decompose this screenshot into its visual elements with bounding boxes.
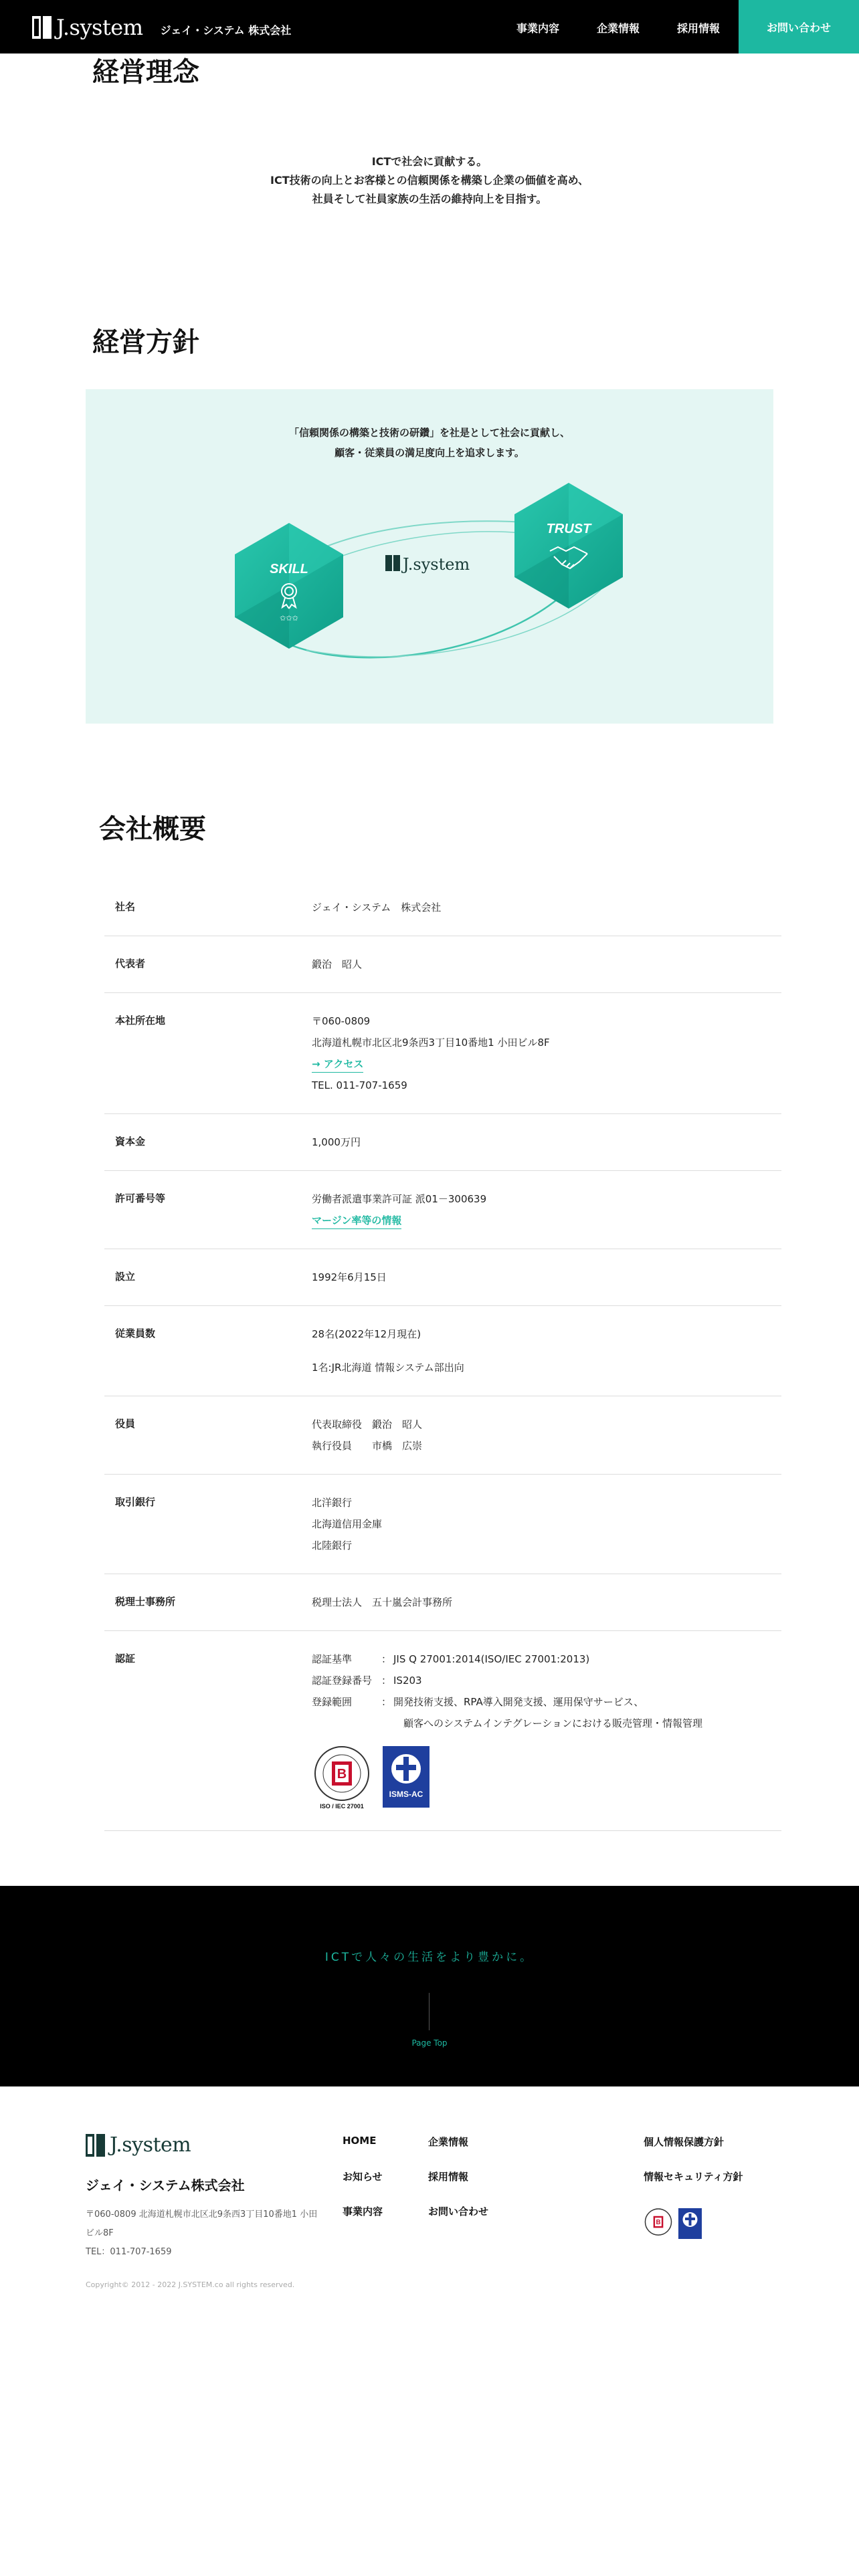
postal-code: 〒060-0809: [312, 1015, 371, 1027]
svg-text:B: B: [656, 2218, 661, 2226]
overview-title: 会社概要: [99, 814, 206, 845]
row-label: 代表者: [115, 958, 146, 970]
isms-ac-badge: [380, 1743, 434, 1810]
footer-logo[interactable]: [86, 2133, 191, 2157]
footer-logo-text: J.system: [110, 2133, 191, 2157]
svg-text:ISMS-AC: ISMS-AC: [389, 1790, 423, 1799]
tagline: ICTで人々の生活をより豊かに。: [324, 1951, 535, 1964]
cert-scope: 登録範囲 ： 開発技術支援、RPA導入開発支援、運用保守サービス、: [312, 1696, 644, 1708]
row-label: 設立: [115, 1271, 136, 1283]
philosophy-title: 経営理念: [92, 57, 199, 88]
row-value: 1,000万円: [312, 1136, 361, 1148]
table-row: [104, 993, 781, 1114]
footer-link-home[interactable]: HOME: [343, 2135, 377, 2147]
copyright: Copyright© 2012 - 2022 J.SYSTEM.co all rights reserved.: [86, 2280, 295, 2289]
logo-text: J.system: [56, 15, 143, 40]
row-value: 北洋銀行: [312, 1497, 353, 1509]
philosophy-line: ICTで社会に貢献する。: [371, 155, 488, 168]
access-link[interactable]: → アクセス: [312, 1058, 363, 1073]
row-label: 税理士事務所: [115, 1596, 176, 1608]
table-row: [104, 1114, 781, 1171]
skill-label: SKILL: [270, 562, 308, 576]
trust-label: TRUST: [546, 522, 591, 536]
table-row: [104, 1631, 781, 1831]
nav-business[interactable]: 事業内容: [516, 22, 560, 35]
company-overview-table: [104, 879, 781, 1831]
cert-number: 認証登録番号 ： IS203: [312, 1675, 422, 1687]
philosophy-line: ICT技術の向上とお客様との信頼関係を構築し企業の価値を高め、: [270, 174, 589, 187]
footer-link-company[interactable]: 企業情報: [428, 2136, 469, 2148]
margin-rate-link[interactable]: マージン率等の情報: [312, 1214, 401, 1229]
policy-line: 顧客・従業員の満足度向上を追求します。: [335, 447, 524, 459]
row-value: 税理士法人 五十嵐会計事務所: [312, 1596, 453, 1608]
policy-title: 経営方針: [92, 327, 199, 358]
nav-company[interactable]: 企業情報: [597, 22, 640, 35]
footer-link-recruit[interactable]: 採用情報: [428, 2171, 469, 2183]
table-row: [104, 1475, 781, 1574]
center-logo: [385, 555, 470, 574]
table-row: [104, 1171, 781, 1249]
row-value: 北海道信用金庫: [312, 1518, 383, 1530]
row-value: 労働者派遣事業許可証 派01－300639: [312, 1193, 487, 1205]
row-label: 資本金: [115, 1136, 146, 1148]
row-value: 28名(2022年12月現在): [312, 1328, 421, 1340]
footer-link-news[interactable]: お知らせ: [343, 2171, 383, 2183]
row-label: 取引銀行: [115, 1496, 156, 1508]
divider: [429, 1993, 430, 2030]
table-row: [104, 1574, 781, 1631]
nav-recruit[interactable]: 採用情報: [677, 22, 721, 35]
tagline-band: [0, 1886, 859, 2086]
row-label: 従業員数: [115, 1327, 156, 1339]
footer-link-business[interactable]: 事業内容: [343, 2206, 383, 2218]
site-logo[interactable]: [32, 15, 291, 40]
footer-link-privacy[interactable]: 個人情報保護方針: [644, 2136, 725, 2148]
stars-icon: ✩✩✩: [280, 614, 298, 623]
telephone: TEL. 011-707-1659: [312, 1079, 407, 1091]
logo-mark-icon: [32, 16, 52, 39]
philosophy-text: [0, 152, 859, 209]
row-value: 1名:JR北海道 情報システム部出向: [312, 1362, 464, 1374]
policy-panel: [86, 389, 773, 724]
row-label: 認証: [115, 1652, 136, 1665]
footer-badges: [644, 2207, 704, 2240]
footer-link-contact[interactable]: お問い合わせ: [428, 2206, 489, 2218]
policy-text: [86, 423, 773, 463]
iso-certification-badge-small: [644, 2207, 673, 2240]
row-value: 執行役員 市橋 広崇: [312, 1440, 423, 1452]
company-name: ジェイ・システム 株式会社: [160, 23, 292, 37]
site-header: [0, 0, 859, 53]
address: 北海道札幌市北区北9条西3丁目10番地1 小田ビル8F: [312, 1037, 550, 1049]
cert-standard: 認証基準 ： JIS Q 27001:2014(ISO/IEC 27001:2013): [312, 1653, 590, 1665]
row-label: 本社所在地: [115, 1014, 166, 1027]
row-value: 北陸銀行: [312, 1539, 353, 1551]
svg-text:ISO / IEC 27001: ISO / IEC 27001: [320, 1803, 364, 1810]
trust-hexagon: [514, 483, 623, 609]
footer-address: 〒060-0809 北海道札幌市北区北9条西3丁目10番地1 小田ビル8F TEL：011-707-1659: [86, 2210, 318, 2257]
table-row: [104, 1249, 781, 1306]
policy-line: 「信頼関係の構築と技術の研鑽」を社是として社会に貢献し、: [288, 427, 570, 439]
row-label: 社名: [115, 901, 136, 913]
row-label: 役員: [115, 1418, 136, 1430]
logo-mark-icon: [86, 2134, 106, 2157]
cert-scope-continued: 顧客へのシステムインテグレーションにおける販売管理・情報管理: [393, 1717, 703, 1729]
philosophy-line: 社員そして社員家族の生活の維持向上を目指す。: [312, 193, 547, 205]
row-value: 1992年6月15日: [312, 1271, 387, 1283]
footer-company-name: ジェイ・システム株式会社: [86, 2177, 245, 2193]
page-top-link[interactable]: Page Top: [411, 2038, 448, 2048]
contact-button[interactable]: お問い合わせ: [739, 0, 859, 53]
iso-certification-badge: [312, 1743, 372, 1810]
policy-diagram: [86, 476, 773, 677]
svg-text:J.system: J.system: [403, 555, 470, 574]
table-row: [104, 1396, 781, 1475]
row-label: 許可番号等: [115, 1192, 166, 1204]
row-value: 代表取締役 鍛治 昭人: [312, 1418, 423, 1430]
svg-text:B: B: [337, 1767, 347, 1782]
skill-hexagon: [235, 523, 343, 649]
table-row: [104, 936, 781, 993]
footer-link-security[interactable]: 情報セキュリティ方針: [644, 2171, 743, 2183]
row-value: 鍛治 昭人: [312, 958, 363, 970]
table-row: [104, 1306, 781, 1396]
table-row: [104, 879, 781, 936]
row-value: ジェイ・システム 株式会社: [312, 901, 442, 914]
isms-ac-badge-small: [677, 2207, 704, 2240]
